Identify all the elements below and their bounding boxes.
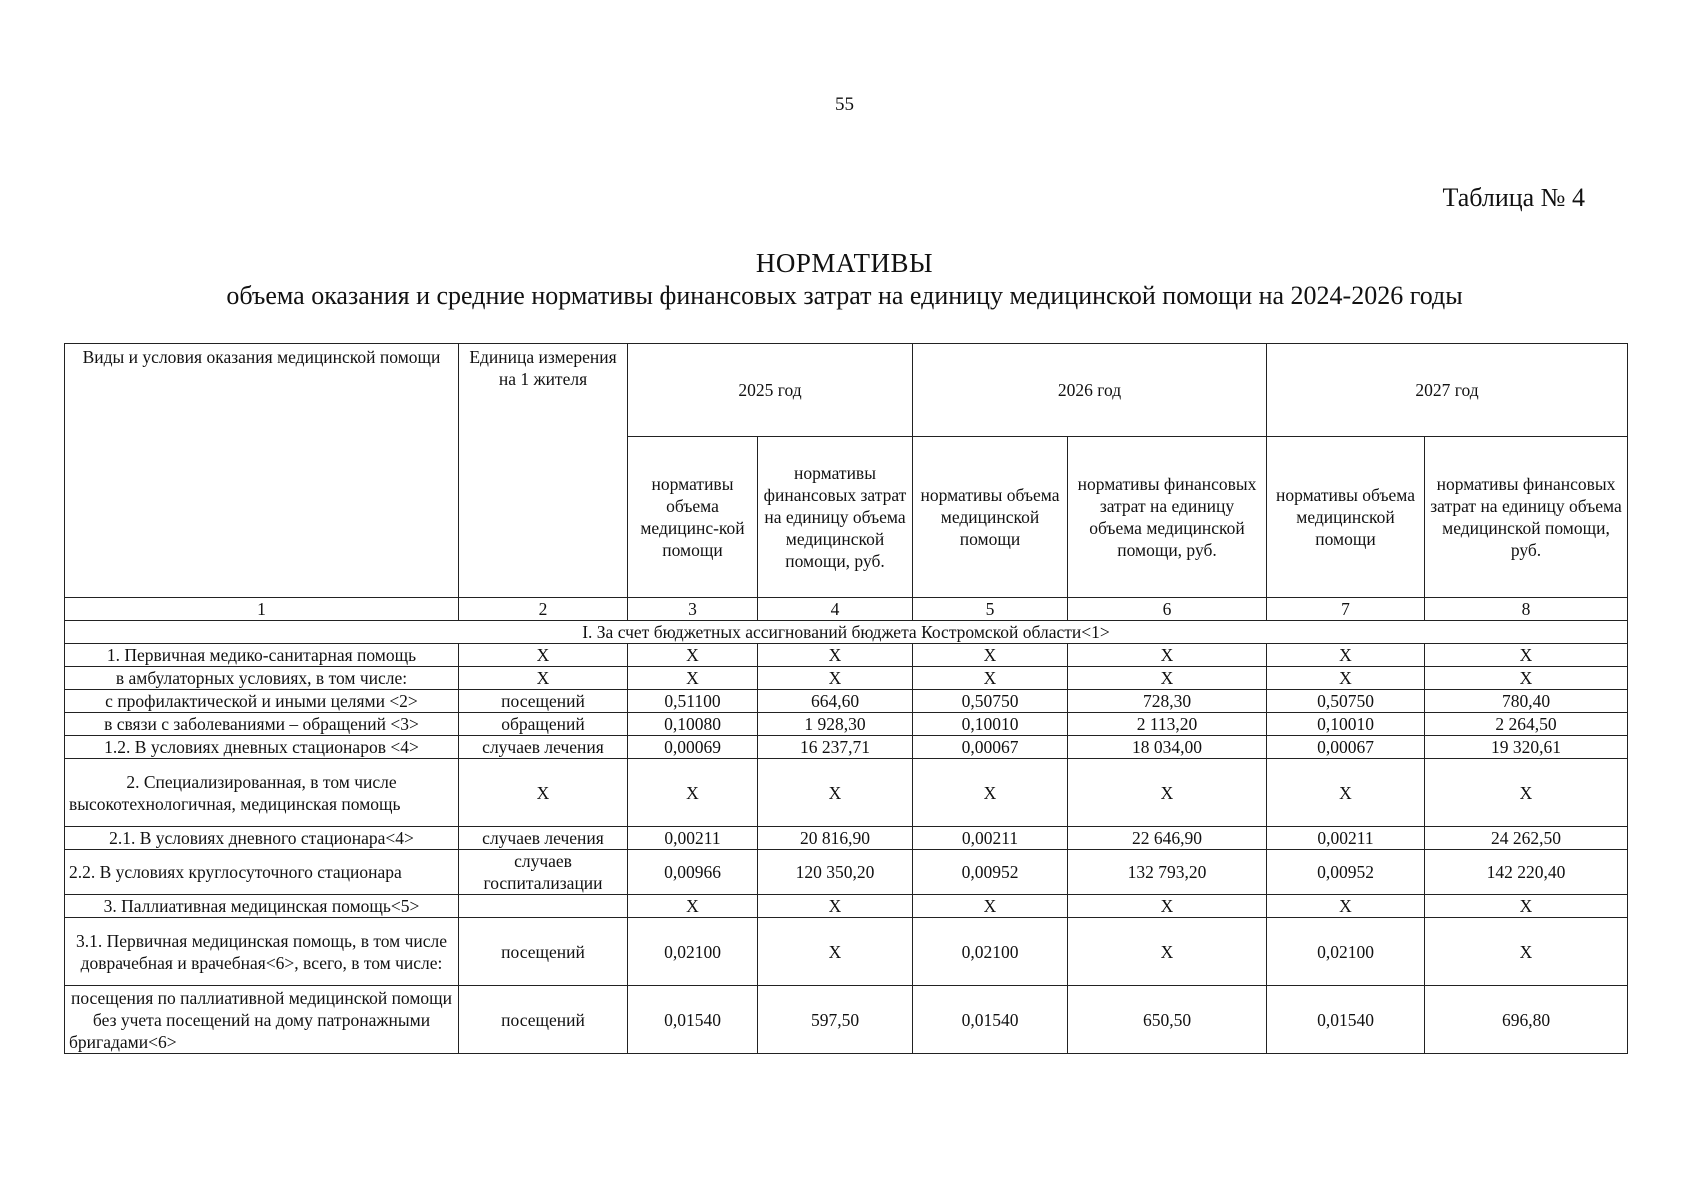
row-value: 0,00952 [913, 850, 1068, 895]
header-volume-2027: нормативы объема медицинской помощи [1267, 437, 1425, 598]
row-value: 0,01540 [628, 986, 758, 1054]
row-value: X [1068, 667, 1267, 690]
row-value: X [913, 644, 1068, 667]
row-value: X [1068, 895, 1267, 918]
row-value: X [1425, 644, 1628, 667]
table-row [65, 827, 1628, 850]
table-row [65, 736, 1628, 759]
header-volume-2026: нормативы объема медицинской помощи [913, 437, 1068, 598]
row-unit: обращений [459, 713, 628, 736]
table-row [65, 759, 1628, 827]
row-unit: посещений [459, 690, 628, 713]
row-value: 780,40 [1425, 690, 1628, 713]
row-value: X [1068, 918, 1267, 986]
row-kind: 1.2. В условиях дневных стационаров <4> [65, 736, 459, 759]
column-number-row [65, 598, 1628, 621]
section-title: I. За счет бюджетных ассигнований бюджета Костромской области<1> [65, 621, 1628, 644]
column-number: 4 [758, 598, 913, 621]
row-unit: случаев лечения [459, 736, 628, 759]
row-kind: 2. Специализированная, в том числе высокотехнологичная, медицинская помощь [65, 759, 459, 827]
row-unit [459, 895, 628, 918]
row-value: 0,00211 [1267, 827, 1425, 850]
row-value: 0,10010 [913, 713, 1068, 736]
row-value: X [1425, 918, 1628, 986]
row-unit: X [459, 644, 628, 667]
header-finance-2026: нормативы финансовых затрат на единицу объема медицинской помощи, руб. [1068, 437, 1267, 598]
table-row [65, 895, 1628, 918]
row-value: 696,80 [1425, 986, 1628, 1054]
row-value: X [913, 759, 1068, 827]
row-value: 0,02100 [913, 918, 1068, 986]
row-value: 0,00211 [628, 827, 758, 850]
row-value: 0,51100 [628, 690, 758, 713]
row-value: X [758, 759, 913, 827]
row-kind: 2.2. В условиях круглосуточного стационара [65, 850, 459, 895]
header-kind: Виды и условия оказания медицинской помощи [65, 344, 459, 598]
row-value: 120 350,20 [758, 850, 913, 895]
row-value: 16 237,71 [758, 736, 913, 759]
row-value: 0,00966 [628, 850, 758, 895]
row-value: 0,01540 [1267, 986, 1425, 1054]
row-value: 24 262,50 [1425, 827, 1628, 850]
row-value: 664,60 [758, 690, 913, 713]
row-kind: 3.1. Первичная медицинская помощь, в том числе доврачебная и врачебная<6>, всего, в том числе: [65, 918, 459, 986]
row-value: 0,00067 [913, 736, 1068, 759]
row-value: X [1068, 644, 1267, 667]
row-value: 0,10080 [628, 713, 758, 736]
row-value: X [1425, 667, 1628, 690]
row-value: 0,01540 [913, 986, 1068, 1054]
row-value: X [1267, 667, 1425, 690]
row-value: X [628, 667, 758, 690]
row-value: X [1425, 895, 1628, 918]
header-finance-2025: нормативы финансовых затрат на единицу объема медицинской помощи, руб. [758, 437, 913, 598]
row-value: 0,50750 [1267, 690, 1425, 713]
table-row [65, 713, 1628, 736]
header-finance-2027: нормативы финансовых затрат на единицу объема медицинской помощи, руб. [1425, 437, 1628, 598]
row-value: X [628, 759, 758, 827]
row-value: 18 034,00 [1068, 736, 1267, 759]
row-kind: посещения по паллиативной медицинской помощи без учета посещений на дому патронажными бригадами<6> [65, 986, 459, 1054]
row-unit: X [459, 759, 628, 827]
row-kind: 2.1. В условиях дневного стационара<4> [65, 827, 459, 850]
row-kind: в связи с заболеваниями – обращений <3> [65, 713, 459, 736]
table-row [65, 667, 1628, 690]
row-value: X [758, 667, 913, 690]
row-value: 650,50 [1068, 986, 1267, 1054]
row-value: 2 113,20 [1068, 713, 1267, 736]
row-unit: случаев госпитализации [459, 850, 628, 895]
row-value: X [913, 667, 1068, 690]
row-value: 22 646,90 [1068, 827, 1267, 850]
row-value: 1 928,30 [758, 713, 913, 736]
section-row [65, 621, 1628, 644]
row-value: X [758, 918, 913, 986]
page-number: 55 [835, 94, 854, 115]
document-title: НОРМАТИВЫ [755, 248, 934, 278]
row-value: 20 816,90 [758, 827, 913, 850]
row-value: X [1267, 759, 1425, 827]
norms-table [64, 343, 1628, 1054]
column-number: 2 [459, 598, 628, 621]
row-value: 19 320,61 [1425, 736, 1628, 759]
row-value: X [1267, 895, 1425, 918]
row-kind: в амбулаторных условиях, в том числе: [65, 667, 459, 690]
row-unit: X [459, 667, 628, 690]
header-unit: Единица измерения на 1 жителя [459, 344, 628, 598]
row-value: 2 264,50 [1425, 713, 1628, 736]
row-value: 0,02100 [1267, 918, 1425, 986]
row-value: 0,00067 [1267, 736, 1425, 759]
row-value: 0,50750 [913, 690, 1068, 713]
table-row [65, 690, 1628, 713]
row-value: 0,10010 [1267, 713, 1425, 736]
row-value: X [1425, 759, 1628, 827]
row-kind: 1. Первичная медико-санитарная помощь [65, 644, 459, 667]
row-value: X [628, 895, 758, 918]
row-value: X [758, 895, 913, 918]
column-number: 8 [1425, 598, 1628, 621]
row-unit: посещений [459, 918, 628, 986]
table-label: Таблица № 4 [1442, 183, 1585, 212]
row-value: 0,00952 [1267, 850, 1425, 895]
row-unit: посещений [459, 986, 628, 1054]
header-year-2027: 2027 год [1267, 344, 1628, 437]
row-value: 0,00069 [628, 736, 758, 759]
row-value: 0,02100 [628, 918, 758, 986]
column-number: 6 [1068, 598, 1267, 621]
table-row [65, 850, 1628, 895]
row-value: 132 793,20 [1068, 850, 1267, 895]
row-value: X [758, 644, 913, 667]
column-number: 1 [65, 598, 459, 621]
row-value: 142 220,40 [1425, 850, 1628, 895]
header-volume-2025: нормативы объема медицинс-кой помощи [628, 437, 758, 598]
column-number: 5 [913, 598, 1068, 621]
document-subtitle: объема оказания и средние нормативы финансовых затрат на единицу медицинской помощи на 2024-2026 годы [226, 281, 1463, 310]
row-value: 597,50 [758, 986, 913, 1054]
row-kind: 3. Паллиативная медицинская помощь<5> [65, 895, 459, 918]
header-year-2026: 2026 год [913, 344, 1267, 437]
row-value: 728,30 [1068, 690, 1267, 713]
row-value: X [913, 895, 1068, 918]
row-value: X [1267, 644, 1425, 667]
header-year-2025: 2025 год [628, 344, 913, 437]
table-row [65, 644, 1628, 667]
table-row [65, 986, 1628, 1054]
row-value: X [628, 644, 758, 667]
table-row [65, 918, 1628, 986]
row-kind: с профилактической и иными целями <2> [65, 690, 459, 713]
column-number: 7 [1267, 598, 1425, 621]
column-number: 3 [628, 598, 758, 621]
row-value: 0,00211 [913, 827, 1068, 850]
row-value: X [1068, 759, 1267, 827]
row-unit: случаев лечения [459, 827, 628, 850]
